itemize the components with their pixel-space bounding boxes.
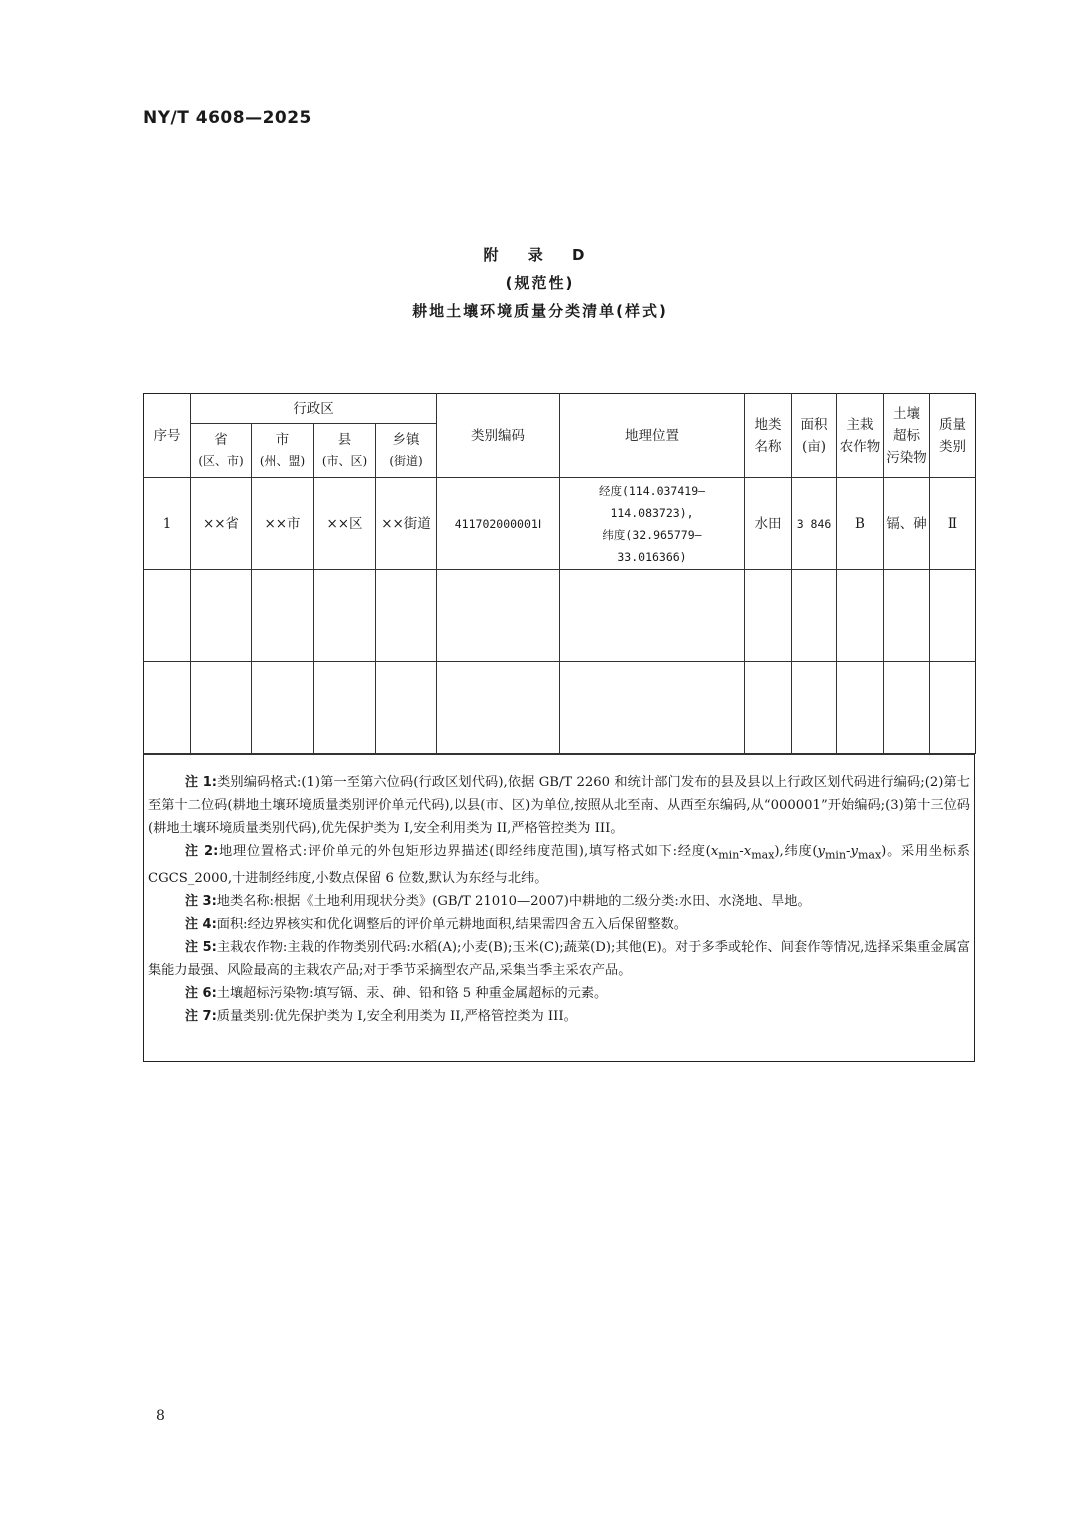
note-5: 注 5:主栽农作物:主栽的作物类别代码:水稻(A);小麦(B);玉米(C);蔬菜(D);其他(E)。对于多季或轮作、间套作等情况,选择采集重金属富集能力最强、风险最高的主栽农产品;对于季节采摘型农产品,采集当季主采农产品。	[148, 939, 970, 978]
cell-town: ××街道	[376, 478, 437, 570]
cell-county: ××区	[314, 478, 376, 570]
appendix-nature: (规范性)	[505, 274, 575, 292]
note-1: 注 1:类别编码格式:(1)第一至第六位码(行政区划代码),依据 GB/T 2260 和统计部门发布的县及县以上行政区划代码进行编码;(2)第七至第十二位码(耕地土壤环境质量类别评价单元代码),以县(市、区)为单位,按照从北至南、从西至东编码,从“000001”开始编码;(3)第十三位码(耕地土壤环境质量类别代码),优先保护类为 I,安全利用类为 II,严格管控类为 III。	[148, 775, 970, 836]
header-pollutant: 土壤 超标 污染物	[884, 394, 930, 478]
cell-land-type: 水田	[745, 478, 792, 570]
appendix-title: 附 录 D	[483, 246, 597, 264]
cell-city: ××市	[252, 478, 314, 570]
appendix-name: 耕地土壤环境质量分类清单(样式)	[412, 302, 668, 320]
note-3: 注 3:地类名称:根据《土地利用现状分类》(GB/T 21010—2007)中耕地的二级分类:水田、水浇地、旱地。	[185, 893, 811, 909]
notes-box	[143, 754, 975, 1062]
note-4: 注 4:面积:经边界核实和优化调整后的评价单元耕地面积,结果需四舍五入后保留整数。	[185, 916, 687, 932]
header-crop: 主栽 农作物	[837, 394, 884, 478]
header-quality: 质量 类别	[930, 394, 976, 478]
table-row	[144, 478, 976, 570]
header-code: 类别编码	[437, 394, 560, 478]
cell-area: 3 846	[792, 478, 837, 570]
classification-table	[143, 393, 976, 754]
table-row-empty	[144, 662, 976, 754]
header-location: 地理位置	[560, 394, 745, 478]
cell-location: 经度(114.037419— 114.083723), 纬度(32.965779— 33.016366)	[560, 478, 745, 570]
header-area: 面积 (亩)	[792, 394, 837, 478]
note-2: 注 2:地理位置格式:评价单元的外包矩形边界描述(即经纬度范围),填写格式如下:经度$(x_{min}-x_{max})$,纬度$(y_{min}-y_{max})$。采用坐标系 CGCS_2000,十进制经纬度,小数点保留 6 位数,默认为东经与北纬。	[148, 844, 970, 886]
header-land-type: 地类 名称	[745, 394, 792, 478]
cell-seq: 1	[144, 478, 191, 570]
header-county: 县 (市、区)	[314, 424, 376, 478]
note-7: 注 7:质量类别:优先保护类为 I,安全利用类为 II,严格管控类为 III。	[185, 1008, 577, 1024]
header-admin: 行政区	[191, 394, 437, 424]
table-row-empty	[144, 570, 976, 662]
cell-pollutant: 镉、砷	[884, 478, 930, 570]
standard-code: NY/T 4608—2025	[143, 108, 312, 128]
header-province: 省 (区、市)	[191, 424, 252, 478]
header-seq: 序号	[144, 394, 191, 478]
note-6: 注 6:土壤超标污染物:填写镉、汞、砷、铅和铬 5 种重金属超标的元素。	[185, 985, 608, 1001]
page-number: 8	[156, 1408, 165, 1424]
header-city: 市 (州、盟)	[252, 424, 314, 478]
cell-crop: B	[837, 478, 884, 570]
header-town: 乡镇 (街道)	[376, 424, 437, 478]
cell-province: ××省	[191, 478, 252, 570]
cell-code: 411702000001Ⅰ	[437, 478, 560, 570]
cell-quality: Ⅱ	[930, 478, 976, 570]
